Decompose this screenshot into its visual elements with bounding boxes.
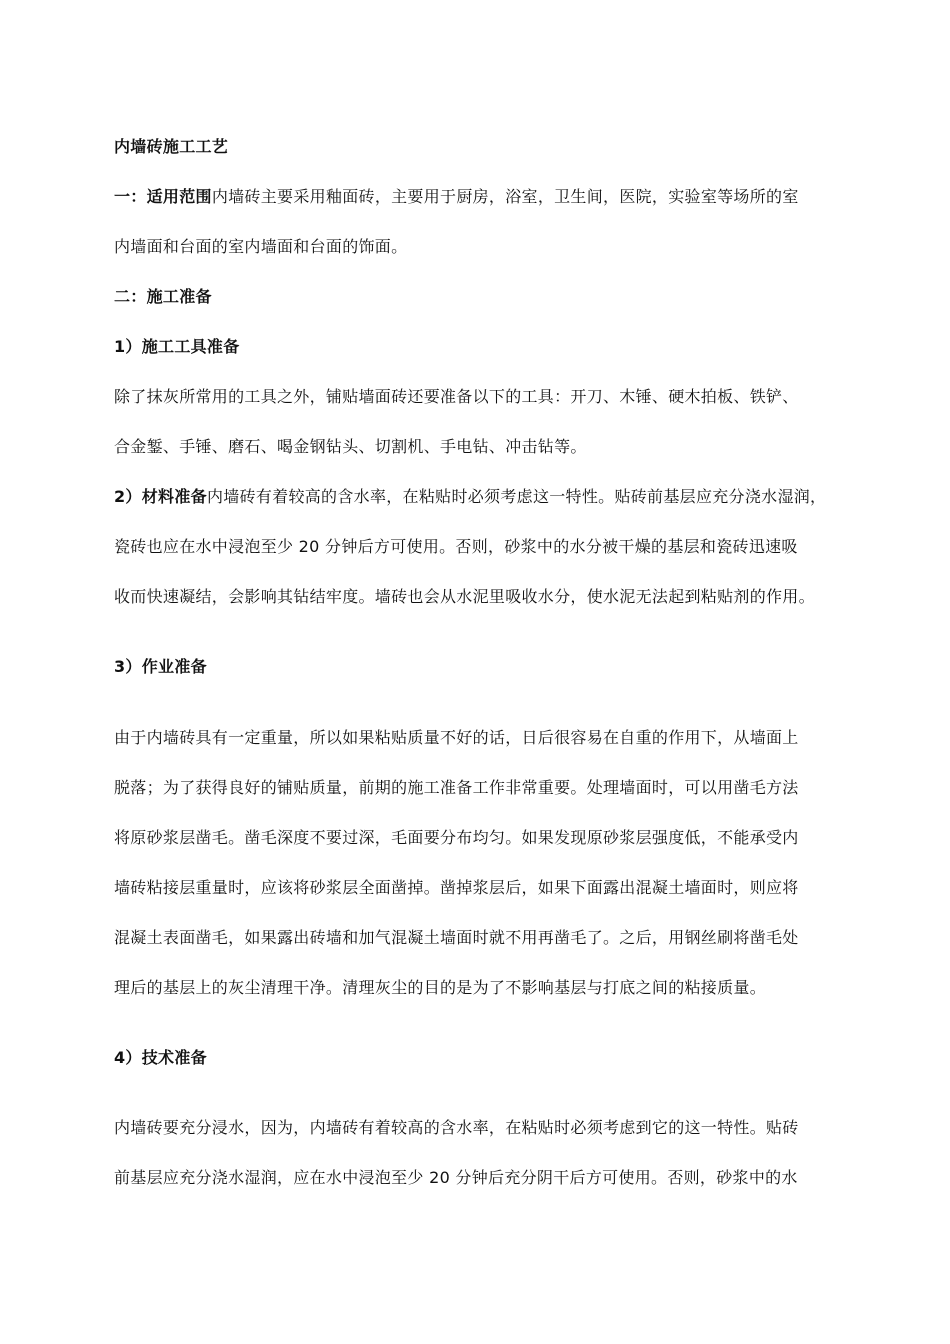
- paragraph-line: 内墙砖要充分浸水，因为，内墙砖有着较高的含水率，在粘贴时必须考虑到它的这一特性。贴砖: [114, 1118, 799, 1137]
- paragraph-line: 内墙砖有着较高的含水率，在粘贴时必须考虑这一特性。贴砖前基层应充分浇水湿润，: [206, 487, 827, 506]
- paragraph-line: 由于内墙砖具有一定重量，所以如果粘贴质量不好的话，日后很容易在自重的作用下，从墙面上: [114, 728, 799, 747]
- paragraph-line: 脱落；为了获得良好的铺贴质量，前期的施工准备工作非常重要。处理墙面时，可以用凿毛方法: [114, 778, 799, 797]
- section-1-scope: [114, 187, 799, 207]
- paragraph-line: 理后的基层上的灰尘清理干净。清理灰尘的目的是为了不影响基层与打底之间的粘接质量。: [114, 978, 767, 997]
- paragraph-line: 除了抹灰所常用的工具之外，铺贴墙面砖还要准备以下的工具：开刀、木锤、硬木拍板、铁铲、: [114, 387, 799, 406]
- section-1-heading: 一：适用范围: [114, 187, 212, 206]
- paragraph-line: 瓷砖也应在水中浸泡至少 20 分钟后方可使用。否则，砂浆中的水分被干燥的基层和瓷砖迅速吸: [114, 537, 798, 556]
- subsection-materials: [114, 487, 826, 507]
- section-1-text-line: 内墙砖主要采用釉面砖，主要用于厨房，浴室，卫生间，医院，实验室等场所的室: [211, 187, 799, 206]
- paragraph-line: 混凝土表面凿毛，如果露出砖墙和加气混凝土墙面时就不用再凿毛了。之后，用钢丝刷将凿毛处: [114, 928, 799, 947]
- subsection-tech-heading: 4）技术准备: [114, 1048, 207, 1067]
- paragraph-line: 收而快速凝结，会影响其钻结牢度。墙砖也会从水泥里吸收水分，使水泥无法起到粘贴剂的作用。: [114, 587, 815, 606]
- section-1-text-line: 内墙面和台面的室内墙面和台面的饰面。: [114, 237, 408, 256]
- document-title: 内墙砖施工工艺: [114, 137, 229, 156]
- subsection-tools-heading: 1）施工工具准备: [114, 337, 240, 356]
- subsection-work-heading: 3）作业准备: [114, 657, 207, 676]
- subsection-materials-heading: 2）材料准备: [114, 487, 207, 506]
- section-2-heading: 二：施工准备: [114, 287, 212, 306]
- paragraph-line: 将原砂浆层凿毛。凿毛深度不要过深，毛面要分布均匀。如果发现原砂浆层强度低，不能承受内: [114, 828, 799, 847]
- paragraph-line: 前基层应充分浇水湿润，应在水中浸泡至少 20 分钟后充分阴干后方可使用。否则，砂浆中的水: [114, 1168, 798, 1187]
- paragraph-line: 合金錾、手锤、磨石、喝金钢钻头、切割机、手电钻、冲击钻等。: [114, 437, 587, 456]
- paragraph-line: 墙砖粘接层重量时，应该将砂浆层全面凿掉。凿掉浆层后，如果下面露出混凝土墙面时，则应将: [114, 878, 799, 897]
